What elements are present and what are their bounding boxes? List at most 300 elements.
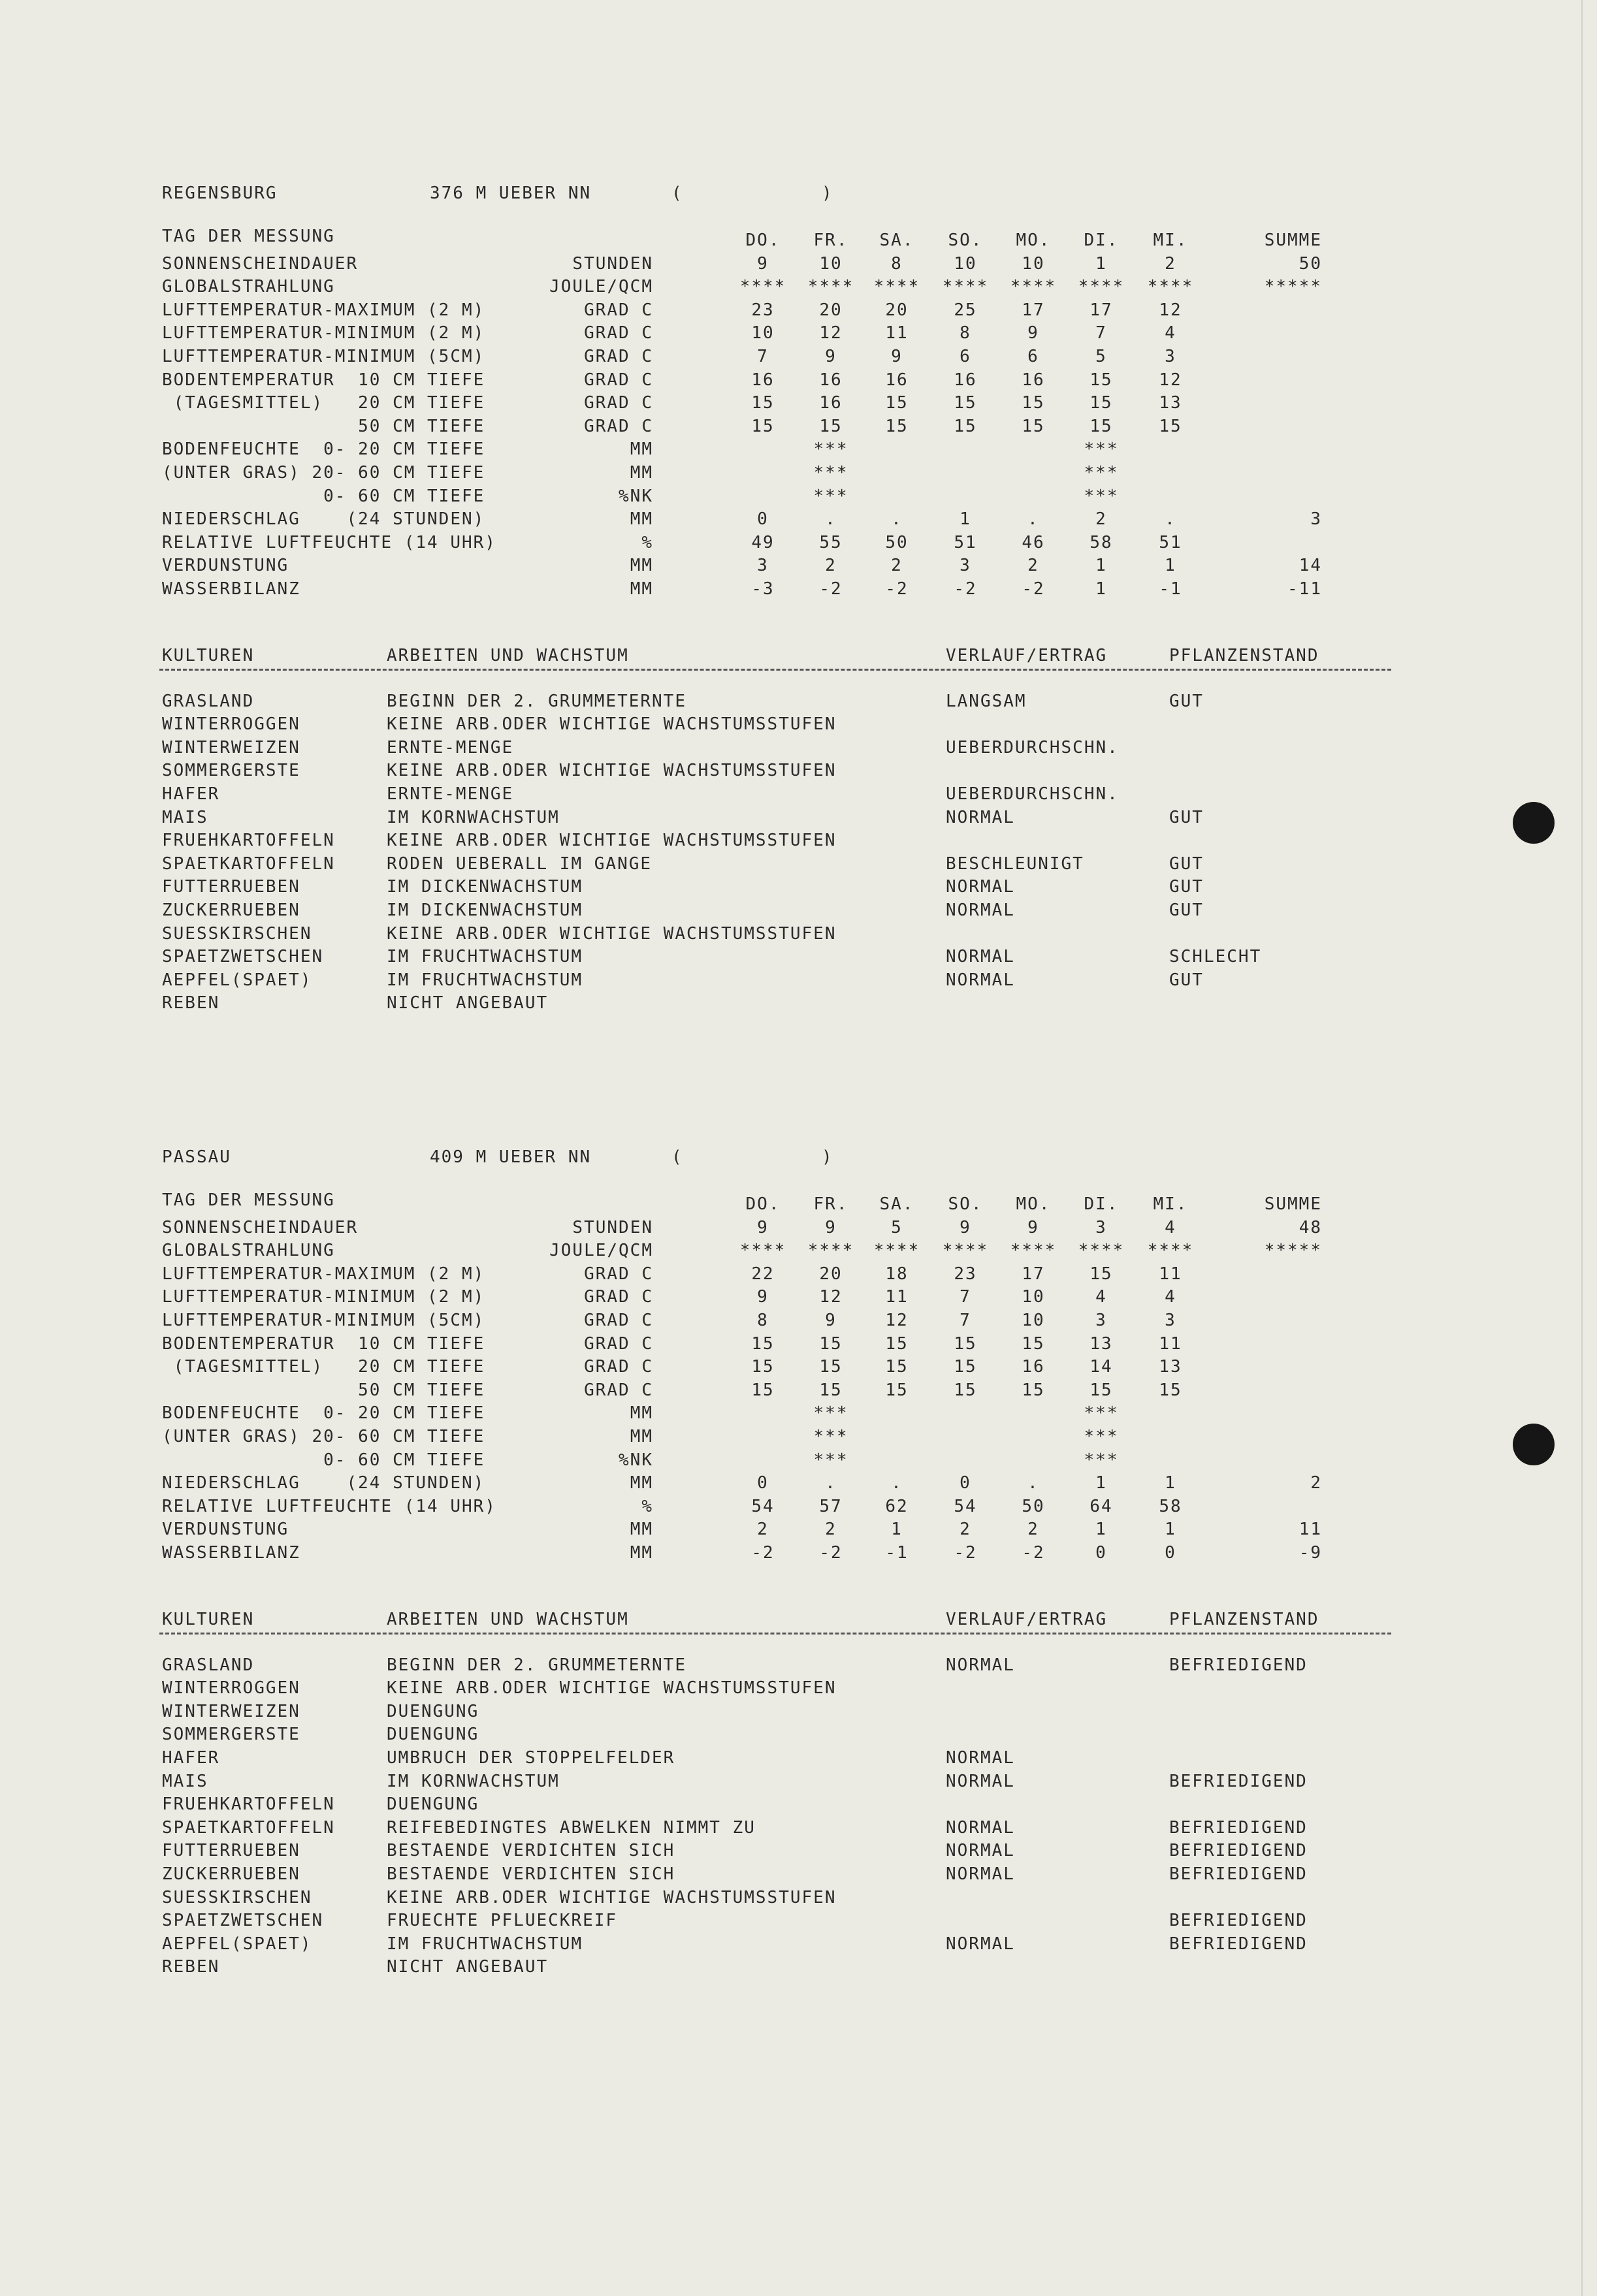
row-value: **** [1078, 277, 1125, 297]
row-label: RELATIVE LUFTFEUCHTE (14 UHR) [162, 532, 496, 552]
crop-stand: BEFRIEDIGEND [1169, 1841, 1308, 1861]
row-value: 10 [1022, 253, 1045, 274]
row-value: 15 [819, 1357, 843, 1377]
row-unit: MM [630, 509, 653, 530]
crop-stand: GUT [1169, 691, 1204, 711]
measurement-day-label: TAG DER MESSUNG [162, 1190, 335, 1210]
row-unit: GRAD C [584, 1264, 653, 1284]
paren-open: ( [671, 183, 683, 203]
crop-name: MAIS [162, 1771, 208, 1791]
crop-name: AEPFEL(SPAET) [162, 970, 312, 990]
crop-stand: BEFRIEDIGEND [1169, 1911, 1308, 1931]
row-value: -2 [954, 579, 977, 599]
crop-work: BESTAENDE VERDICHTEN SICH [387, 1864, 675, 1884]
row-value: 12 [1159, 300, 1182, 320]
row-value: 15 [751, 1333, 775, 1354]
row-value: -2 [954, 1543, 977, 1563]
row-value: *** [813, 486, 848, 506]
crop-stand: BEFRIEDIGEND [1169, 1655, 1308, 1675]
row-value: **** [739, 277, 786, 297]
crop-name: SOMMERGERSTE [162, 1725, 300, 1745]
row-value: 15 [954, 1357, 977, 1377]
row-value: 15 [954, 1380, 977, 1400]
row-value: 15 [1089, 393, 1113, 413]
row-value: 2 [1027, 1520, 1039, 1540]
row-value: 12 [819, 1287, 843, 1307]
row-value: 15 [1159, 1380, 1182, 1400]
row-value: 3 [757, 556, 769, 576]
row-label: WASSERBILANZ [162, 579, 300, 599]
crop-work: KEINE ARB.ODER WICHTIGE WACHSTUMSSTUFEN [387, 831, 837, 851]
row-value: 0 [757, 509, 769, 530]
row-value: 25 [954, 300, 977, 320]
crop-course: NORMAL [946, 1771, 1015, 1791]
row-value: *** [1084, 1450, 1119, 1470]
row-value: 64 [1089, 1496, 1113, 1516]
row-label: SONNENSCHEINDAUER [162, 1217, 359, 1237]
culture-column-header: ARBEITEN UND WACHSTUM [387, 1609, 629, 1629]
day-header: FR. [813, 231, 848, 250]
row-value: 15 [819, 416, 843, 436]
row-value: 12 [885, 1311, 909, 1330]
station-elevation: 376 M UEBER NN [430, 183, 592, 203]
crop-work: KEINE ARB.ODER WICHTIGE WACHSTUMSSTUFEN [387, 923, 837, 944]
row-value: 1 [1165, 1473, 1176, 1493]
row-value: . [1027, 509, 1039, 530]
row-value: 2 [891, 556, 903, 576]
crop-work: ERNTE-MENGE [387, 784, 514, 804]
culture-column-header: PFLANZENSTAND [1169, 1609, 1319, 1629]
row-value: 16 [819, 370, 843, 390]
crop-stand: GUT [1169, 807, 1204, 827]
row-value: 14 [1089, 1357, 1113, 1377]
row-value: 1 [1165, 1520, 1176, 1540]
row-value: 10 [819, 253, 843, 274]
row-value: 9 [1027, 1217, 1039, 1237]
row-unit: GRAD C [584, 370, 653, 390]
row-value: 16 [885, 370, 909, 390]
row-value: 11 [1159, 1264, 1182, 1284]
crop-course: NORMAL [946, 1655, 1015, 1675]
crop-name: SPAETZWETSCHEN [162, 947, 324, 967]
crop-course: NORMAL [946, 1934, 1015, 1954]
row-unit: MM [630, 1520, 653, 1540]
row-value: 50 [885, 532, 909, 552]
row-value: -2 [819, 1543, 843, 1563]
row-value: 55 [819, 532, 843, 552]
crop-work: NICHT ANGEBAUT [387, 993, 549, 1013]
crop-work: KEINE ARB.ODER WICHTIGE WACHSTUMSSTUFEN [387, 714, 837, 735]
row-value: 9 [1027, 323, 1039, 343]
crop-work: KEINE ARB.ODER WICHTIGE WACHSTUMSSTUFEN [387, 1678, 837, 1698]
row-sum: 3 [1310, 509, 1322, 530]
row-value: 10 [1022, 1311, 1045, 1330]
row-value: 15 [1089, 1380, 1113, 1400]
row-value: . [825, 509, 837, 530]
row-value: 17 [1022, 1264, 1045, 1284]
row-unit: GRAD C [584, 393, 653, 413]
crop-name: SUESSKIRSCHEN [162, 1887, 312, 1907]
row-label: RELATIVE LUFTFEUCHTE (14 UHR) [162, 1496, 496, 1516]
row-value: *** [1084, 439, 1119, 460]
page-edge [1581, 0, 1583, 2296]
row-value: . [1027, 1473, 1039, 1493]
row-value: 16 [819, 393, 843, 413]
row-value: 9 [825, 1217, 837, 1237]
crop-stand: GUT [1169, 901, 1204, 920]
row-label: LUFTTEMPERATUR-MINIMUM (2 M) [162, 323, 485, 343]
row-value: 51 [1159, 532, 1182, 552]
crop-stand: BEFRIEDIGEND [1169, 1864, 1308, 1884]
row-value: 3 [1165, 1311, 1176, 1330]
row-value: 15 [1089, 1264, 1113, 1284]
row-unit: GRAD C [584, 1357, 653, 1377]
row-value: 1 [891, 1520, 903, 1540]
row-value: 15 [1022, 1333, 1045, 1354]
row-sum: 2 [1310, 1473, 1322, 1493]
crop-work: KEINE ARB.ODER WICHTIGE WACHSTUMSSTUFEN [387, 1887, 837, 1907]
crop-work: BESTAENDE VERDICHTEN SICH [387, 1841, 675, 1861]
crop-course: NORMAL [946, 1841, 1015, 1861]
paren-open: ( [671, 1147, 683, 1167]
row-label: 50 CM TIEFE [162, 1380, 485, 1400]
day-header: FR. [813, 1194, 848, 1214]
row-value: 15 [885, 393, 909, 413]
row-value: 6 [960, 347, 971, 366]
day-header: MO. [1016, 231, 1051, 250]
row-value: . [1165, 509, 1176, 530]
row-value: 7 [1095, 323, 1107, 343]
row-label: (UNTER GRAS) 20- 60 CM TIEFE [162, 1427, 485, 1446]
crop-stand: GUT [1169, 853, 1204, 874]
row-value: 1 [1095, 556, 1107, 576]
row-value: 15 [819, 1380, 843, 1400]
crop-name: REBEN [162, 1957, 220, 1977]
crop-course: LANGSAM [946, 691, 1027, 711]
row-unit: MM [630, 1543, 653, 1563]
row-value: **** [1010, 1241, 1057, 1261]
row-value: *** [813, 1450, 848, 1470]
row-label: (UNTER GRAS) 20- 60 CM TIEFE [162, 463, 485, 483]
row-value: 15 [1022, 416, 1045, 436]
row-value: **** [942, 277, 989, 297]
crop-work: FRUECHTE PFLUECKREIF [387, 1911, 618, 1931]
crop-name: HAFER [162, 784, 220, 804]
crop-name: SPAETZWETSCHEN [162, 1911, 324, 1931]
crop-work: IM DICKENWACHSTUM [387, 877, 583, 897]
row-unit: MM [630, 556, 653, 576]
row-value: 54 [751, 1496, 775, 1516]
row-sum: ***** [1264, 1241, 1322, 1261]
crop-work: NICHT ANGEBAUT [387, 1957, 549, 1977]
sum-header: SUMME [1264, 1194, 1322, 1214]
crop-course: NORMAL [946, 807, 1015, 827]
row-value: -1 [885, 1543, 909, 1563]
row-value: 13 [1159, 1357, 1182, 1377]
day-header: SA. [879, 231, 914, 250]
row-unit: GRAD C [584, 1333, 653, 1354]
crop-name: GRASLAND [162, 691, 255, 711]
crop-work: REIFEBEDINGTES ABWELKEN NIMMT ZU [387, 1817, 756, 1838]
crop-work: DUENGUNG [387, 1725, 479, 1745]
crop-work: IM FRUCHTWACHSTUM [387, 970, 583, 990]
row-value: 15 [885, 1380, 909, 1400]
row-value: -1 [1159, 579, 1182, 599]
row-value: 23 [954, 1264, 977, 1284]
row-value: **** [1078, 1241, 1125, 1261]
crop-course: NORMAL [946, 1864, 1015, 1884]
culture-column-header: KULTUREN [162, 645, 255, 665]
row-value: 10 [1022, 1287, 1045, 1307]
row-label: WASSERBILANZ [162, 1543, 300, 1563]
crop-stand: BEFRIEDIGEND [1169, 1934, 1308, 1954]
row-value: *** [813, 1427, 848, 1446]
row-sum: 11 [1299, 1520, 1322, 1540]
row-label: BODENTEMPERATUR 10 CM TIEFE [162, 370, 485, 390]
row-value: 0 [1095, 1543, 1107, 1563]
crop-name: WINTERWEIZEN [162, 737, 300, 757]
row-value: 8 [757, 1311, 769, 1330]
row-value: 7 [757, 347, 769, 366]
crop-name: FRUEHKARTOFFELN [162, 1794, 335, 1815]
row-value: 51 [954, 532, 977, 552]
row-value: 15 [885, 1357, 909, 1377]
row-unit: MM [630, 439, 653, 460]
day-header: SO. [948, 1194, 983, 1214]
row-value: 58 [1089, 532, 1113, 552]
row-label: LUFTTEMPERATUR-MINIMUM (2 M) [162, 1287, 485, 1307]
crop-name: REBEN [162, 993, 220, 1013]
crop-course: NORMAL [946, 970, 1015, 990]
day-header: MO. [1016, 1194, 1051, 1214]
crop-course: NORMAL [946, 901, 1015, 920]
row-unit: STUNDEN [572, 253, 653, 274]
row-unit: GRAD C [584, 1311, 653, 1330]
row-value: 1 [1095, 253, 1107, 274]
row-value: **** [942, 1241, 989, 1261]
row-value: . [825, 1473, 837, 1493]
crop-course: NORMAL [946, 877, 1015, 897]
row-value: 9 [960, 1217, 971, 1237]
row-unit: JOULE/QCM [549, 277, 653, 297]
row-value: -2 [819, 579, 843, 599]
crop-work: IM KORNWACHSTUM [387, 1771, 560, 1791]
row-value: 9 [757, 1287, 769, 1307]
row-value: *** [1084, 486, 1119, 506]
row-label: 50 CM TIEFE [162, 416, 485, 436]
row-label: SONNENSCHEINDAUER [162, 253, 359, 274]
crop-name: AEPFEL(SPAET) [162, 1934, 312, 1954]
row-value: 15 [954, 1333, 977, 1354]
row-value: 7 [960, 1311, 971, 1330]
row-value: **** [1147, 1241, 1194, 1261]
row-value: 1 [1165, 556, 1176, 576]
row-unit: MM [630, 1427, 653, 1446]
row-unit: JOULE/QCM [549, 1241, 653, 1261]
crop-stand: GUT [1169, 970, 1204, 990]
measurement-day-label: TAG DER MESSUNG [162, 227, 335, 246]
crop-name: ZUCKERRUEBEN [162, 901, 300, 920]
row-value: 0 [757, 1473, 769, 1493]
culture-column-header: KULTUREN [162, 1609, 255, 1629]
row-value: 1 [1095, 579, 1107, 599]
row-unit: GRAD C [584, 323, 653, 343]
row-value: 3 [1095, 1217, 1107, 1237]
crop-work: IM KORNWACHSTUM [387, 807, 560, 827]
crop-work: ERNTE-MENGE [387, 737, 514, 757]
crop-course: UEBERDURCHSCHN. [946, 784, 1119, 804]
row-label: LUFTTEMPERATUR-MINIMUM (5CM) [162, 347, 485, 366]
crop-course: BESCHLEUNIGT [946, 853, 1084, 874]
row-value: 9 [891, 347, 903, 366]
row-value: 0 [960, 1473, 971, 1493]
row-value: 11 [885, 323, 909, 343]
row-value: 4 [1165, 1287, 1176, 1307]
punch-hole-upper [1513, 802, 1555, 844]
culture-column-header: ARBEITEN UND WACHSTUM [387, 645, 629, 665]
row-value: 13 [1159, 393, 1182, 413]
crop-name: SUESSKIRSCHEN [162, 923, 312, 944]
row-unit: GRAD C [584, 1287, 653, 1307]
row-unit: MM [630, 1473, 653, 1493]
separator-line [159, 669, 1391, 671]
day-header: SA. [879, 1194, 914, 1214]
crop-work: KEINE ARB.ODER WICHTIGE WACHSTUMSSTUFEN [387, 761, 837, 781]
station-name: PASSAU [162, 1147, 231, 1167]
row-value: -2 [751, 1543, 775, 1563]
paren-close: ) [822, 183, 833, 203]
crop-name: WINTERWEIZEN [162, 1701, 300, 1721]
row-value: 1 [960, 509, 971, 530]
row-value: **** [873, 277, 920, 297]
row-value: 16 [1022, 370, 1045, 390]
row-value: 2 [1165, 253, 1176, 274]
day-header: DI. [1084, 231, 1119, 250]
row-value: . [891, 509, 903, 530]
row-label: LUFTTEMPERATUR-MAXIMUM (2 M) [162, 1264, 485, 1284]
row-value: 15 [885, 1333, 909, 1354]
row-value: 18 [885, 1264, 909, 1284]
row-label: BODENTEMPERATUR 10 CM TIEFE [162, 1333, 485, 1354]
row-label: GLOBALSTRAHLUNG [162, 1241, 335, 1261]
row-value: 3 [960, 556, 971, 576]
row-value: 2 [825, 556, 837, 576]
row-value: 11 [1159, 1333, 1182, 1354]
row-value: 0 [1165, 1543, 1176, 1563]
row-value: 8 [891, 253, 903, 274]
crop-name: HAFER [162, 1748, 220, 1768]
row-unit: % [641, 532, 653, 552]
crop-name: SPAETKARTOFFELN [162, 853, 335, 874]
crop-work: UMBRUCH DER STOPPELFELDER [387, 1748, 675, 1768]
row-value: 20 [819, 300, 843, 320]
day-header: DO. [745, 1194, 781, 1214]
row-unit: GRAD C [584, 300, 653, 320]
row-value: **** [807, 277, 854, 297]
row-label: 0- 60 CM TIEFE [162, 486, 485, 506]
row-label: LUFTTEMPERATUR-MAXIMUM (2 M) [162, 300, 485, 320]
row-value: 7 [960, 1287, 971, 1307]
row-value: 13 [1089, 1333, 1113, 1354]
row-value: 54 [954, 1496, 977, 1516]
row-value: **** [873, 1241, 920, 1261]
row-value: 2 [960, 1520, 971, 1540]
row-value: 9 [757, 1217, 769, 1237]
row-value: 58 [1159, 1496, 1182, 1516]
row-label: VERDUNSTUNG [162, 1520, 289, 1540]
crop-name: SPAETKARTOFFELN [162, 1817, 335, 1838]
row-unit: MM [630, 1403, 653, 1424]
row-value: 10 [954, 253, 977, 274]
row-value: 15 [954, 393, 977, 413]
row-label: (TAGESMITTEL) 20 CM TIEFE [162, 393, 485, 413]
row-unit: GRAD C [584, 347, 653, 366]
culture-column-header: VERLAUF/ERTRAG [946, 645, 1108, 665]
row-unit: GRAD C [584, 1380, 653, 1400]
row-value: 12 [1159, 370, 1182, 390]
row-value: 2 [1027, 556, 1039, 576]
row-value: 15 [1022, 1380, 1045, 1400]
crop-name: MAIS [162, 807, 208, 827]
row-sum: ***** [1264, 277, 1322, 297]
row-value: 6 [1027, 347, 1039, 366]
row-value: 4 [1165, 323, 1176, 343]
punch-hole-lower [1513, 1424, 1555, 1465]
row-value: 15 [1159, 416, 1182, 436]
row-value: -2 [1022, 1543, 1045, 1563]
row-value: 17 [1089, 300, 1113, 320]
crop-name: SOMMERGERSTE [162, 761, 300, 781]
crop-course: NORMAL [946, 947, 1015, 967]
crop-course: NORMAL [946, 1817, 1015, 1838]
row-value: 2 [757, 1520, 769, 1540]
station-name: REGENSBURG [162, 183, 278, 203]
row-value: -2 [885, 579, 909, 599]
day-header: DO. [745, 231, 781, 250]
crop-name: FRUEHKARTOFFELN [162, 831, 335, 851]
row-value: 20 [885, 300, 909, 320]
crop-name: WINTERROGGEN [162, 1678, 300, 1698]
row-value: 62 [885, 1496, 909, 1516]
sum-header: SUMME [1264, 231, 1322, 250]
row-value: 15 [954, 416, 977, 436]
row-value: 16 [954, 370, 977, 390]
row-unit: STUNDEN [572, 1217, 653, 1237]
row-value: **** [1010, 277, 1057, 297]
crop-work: DUENGUNG [387, 1701, 479, 1721]
row-unit: %NK [619, 486, 653, 506]
row-value: 3 [1095, 1311, 1107, 1330]
crop-name: GRASLAND [162, 1655, 255, 1675]
row-value: 8 [960, 323, 971, 343]
day-header: SO. [948, 231, 983, 250]
row-value: 46 [1022, 532, 1045, 552]
row-value: 1 [1095, 1473, 1107, 1493]
row-value: 20 [819, 1264, 843, 1284]
row-value: 15 [751, 1357, 775, 1377]
row-value: 2 [825, 1520, 837, 1540]
row-sum: -9 [1299, 1543, 1322, 1563]
row-value: 17 [1022, 300, 1045, 320]
row-value: 9 [825, 347, 837, 366]
row-label: (TAGESMITTEL) 20 CM TIEFE [162, 1357, 485, 1377]
row-sum: 50 [1299, 253, 1322, 274]
row-value: 15 [819, 1333, 843, 1354]
crop-stand: BEFRIEDIGEND [1169, 1817, 1308, 1838]
row-label: BODENFEUCHTE 0- 20 CM TIEFE [162, 1403, 485, 1424]
row-value: 5 [891, 1217, 903, 1237]
row-value: 50 [1022, 1496, 1045, 1516]
